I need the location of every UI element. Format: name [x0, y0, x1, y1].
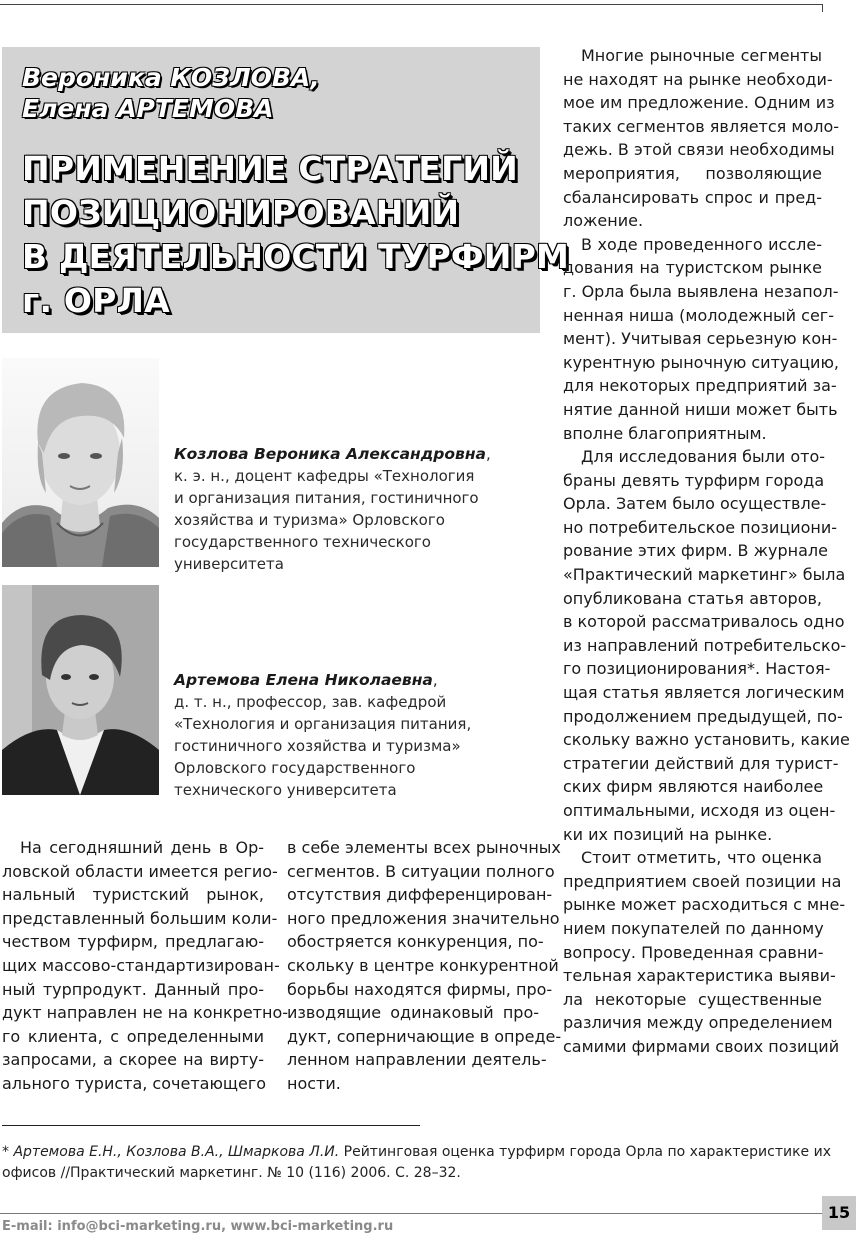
text-line: ки их позиций на рынке.	[563, 824, 773, 844]
text-line: рынке может расходиться с мне-	[563, 895, 846, 915]
text-line: ложение.	[563, 211, 644, 231]
text-line: ный турпродукт. Данный про-	[2, 979, 264, 999]
text-line: ности.	[287, 1073, 341, 1093]
author-name-suffix: ,	[432, 671, 438, 689]
text-line: продолжением предыдущей, по-	[563, 706, 843, 726]
author-photo-artemova	[2, 585, 159, 795]
text-line: таких сегментов является моло-	[563, 116, 840, 136]
text-line: но потребительское позициони-	[563, 517, 838, 537]
title-line: ПРИМЕНЕНИЕ СТРАТЕГИЙ	[22, 149, 519, 188]
text-line: щая статья является логическим	[563, 683, 845, 703]
bio-line: хозяйства и туризма» Орловского	[174, 511, 445, 529]
text-line: нальный туристский рынок,	[2, 885, 264, 905]
text-line: тельная характеристика выяви-	[563, 966, 836, 986]
text-line: рование этих фирм. В журнале	[563, 541, 828, 561]
text-line: ленном направлении деятель-	[287, 1050, 547, 1070]
text-line: курентную рыночную ситуацию,	[563, 352, 840, 372]
text-line: борьбы находятся фирмы, про-	[287, 979, 553, 999]
text-line: опубликована статья авторов,	[563, 588, 822, 608]
footnote-authors: Артемова Е.Н., Козлова В.А., Шмаркова Л.И.	[13, 1144, 340, 1160]
text-line: вопросу. Проведенная сравни-	[563, 942, 824, 962]
body-column-2	[287, 836, 562, 1096]
text-line: для некоторых предприятий за-	[563, 376, 837, 396]
text-line: нием покупателей по данному	[563, 918, 824, 938]
footnote-marker: *	[2, 1144, 14, 1160]
text-line: Стоит отметить, что оценка	[581, 848, 822, 868]
author-name: Козлова Вероника Александровна	[174, 445, 486, 463]
top-rule-tick	[822, 4, 823, 12]
text-line: ального туриста, сочетающего	[2, 1073, 267, 1093]
text-line: дукт направлен не на конкретно-	[2, 1003, 288, 1023]
text-line: мент). Учитывая серьезную кон-	[563, 329, 838, 349]
footnote-rule	[2, 1125, 420, 1126]
text-line: самими фирмами своих позиций	[563, 1036, 840, 1056]
text-line: не находят на рынке необходи-	[563, 69, 833, 89]
author-line: Елена АРТЕМОВА	[22, 94, 274, 123]
text-line: скольку важно установить, какие	[563, 730, 850, 750]
author-photo-kozlova	[2, 358, 159, 567]
text-line: Для исследования были ото-	[581, 447, 826, 467]
footer-contact: E-mail: info@bci-marketing.ru, www.bci-marketing.ru	[2, 1219, 394, 1234]
text-line: в которой рассматривалось одно	[563, 612, 845, 632]
text-line: Многие рыночные сегменты	[581, 46, 822, 65]
article-authors	[22, 62, 320, 124]
text-line: го позиционирования*. Настоя-	[563, 659, 831, 679]
text-line: вполне благоприятным.	[563, 423, 767, 443]
bio-line: и организация питания, гостиничного	[174, 489, 479, 507]
text-line: предприятием своей позиции на	[563, 871, 842, 891]
text-line: представленный большим коли-	[2, 908, 278, 928]
body-column-3	[563, 44, 850, 1059]
text-line: Орла. Затем было осуществле-	[563, 494, 827, 514]
text-line: дежь. В этой связи необходимы	[563, 140, 835, 160]
text-line: скольку в центре конкурентной	[287, 955, 559, 975]
author-bio-kozlova	[174, 443, 534, 575]
text-line: запросами, а скорее на вирту-	[2, 1050, 264, 1070]
text-line: щих массово-стандартизирован-	[2, 955, 280, 975]
body-column-1	[2, 836, 288, 1096]
title-line: г. ОРЛА	[22, 281, 170, 320]
text-line: го клиента, с определенными	[2, 1026, 264, 1046]
bio-line: гостиничного хозяйства и туризма»	[174, 737, 461, 755]
bio-line: государственного технического	[174, 533, 431, 551]
top-rule	[0, 4, 822, 5]
text-line: В ходе проведенного иссле-	[581, 234, 822, 254]
footer-rule	[0, 1213, 822, 1214]
author-bio-artemova	[174, 669, 534, 801]
text-line: обостряется конкуренция, по-	[287, 932, 544, 952]
text-line: На сегодняшний день в Ор-	[20, 838, 264, 857]
text-line: в себе элементы всех рыночных	[287, 838, 561, 857]
text-line: мое им предложение. Одним из	[563, 93, 835, 113]
text-line: ла некоторые существенные	[563, 989, 822, 1009]
bio-line: к. э. н., доцент кафедры «Технология	[174, 467, 475, 485]
text-line: отсутствия дифференцирован-	[287, 885, 553, 905]
title-line: В ДЕЯТЕЛЬНОСТИ ТУРФИРМ	[22, 237, 570, 276]
bio-line: технического университета	[174, 781, 397, 799]
text-line: чеством турфирм, предлагаю-	[2, 932, 264, 952]
text-line: нятие данной ниши может быть	[563, 399, 838, 419]
article-title	[22, 147, 569, 323]
text-line: сегментов. В ситуации полного	[287, 861, 555, 881]
text-line: мероприятия, позволяющие	[563, 163, 822, 183]
text-line: г. Орла была выявлена незапол-	[563, 281, 839, 301]
text-line: стратегии действий для турист-	[563, 753, 839, 773]
author-name-suffix: ,	[485, 445, 491, 463]
author-name: Артемова Елена Николаевна	[174, 671, 433, 689]
text-line: сбалансировать спрос и пред-	[563, 187, 822, 207]
text-line: дования на туристском рынке	[563, 258, 822, 278]
text-line: ских фирм являются наиболее	[563, 777, 824, 797]
footnote	[2, 1142, 832, 1184]
bio-line: Орловского государственного	[174, 759, 416, 777]
bio-line: д. т. н., профессор, зав. кафедрой	[174, 693, 447, 711]
text-line: «Практический маркетинг» была	[563, 565, 846, 585]
bio-line: «Технология и организация питания,	[174, 715, 472, 733]
text-line: различия между определением	[563, 1013, 833, 1033]
footnote-text: Рейтинговая оценка турфирм города Орла по характеристике их	[339, 1144, 832, 1160]
page-number: 15	[822, 1196, 856, 1230]
text-line: браны девять турфирм города	[563, 470, 825, 490]
text-line: ловской области имеется регио-	[2, 861, 278, 881]
text-line: дукт, соперничающие в опреде-	[287, 1026, 562, 1046]
bio-line: университета	[174, 555, 284, 573]
text-line: оптимальными, исходя из оцен-	[563, 801, 836, 820]
author-line: Вероника КОЗЛОВА,	[22, 63, 320, 92]
text-line: из направлений потребительско-	[563, 635, 847, 655]
title-line: ПОЗИЦИОНИРОВАНИЙ	[22, 193, 460, 232]
footnote-text: офисов //Практический маркетинг. № 10 (116) 2006. С. 28–32.	[2, 1165, 461, 1181]
text-line: изводящие одинаковый про-	[287, 1003, 539, 1023]
text-line: ного предложения значительно	[287, 908, 560, 928]
text-line: ненная ниша (молодежный сег-	[563, 305, 834, 325]
